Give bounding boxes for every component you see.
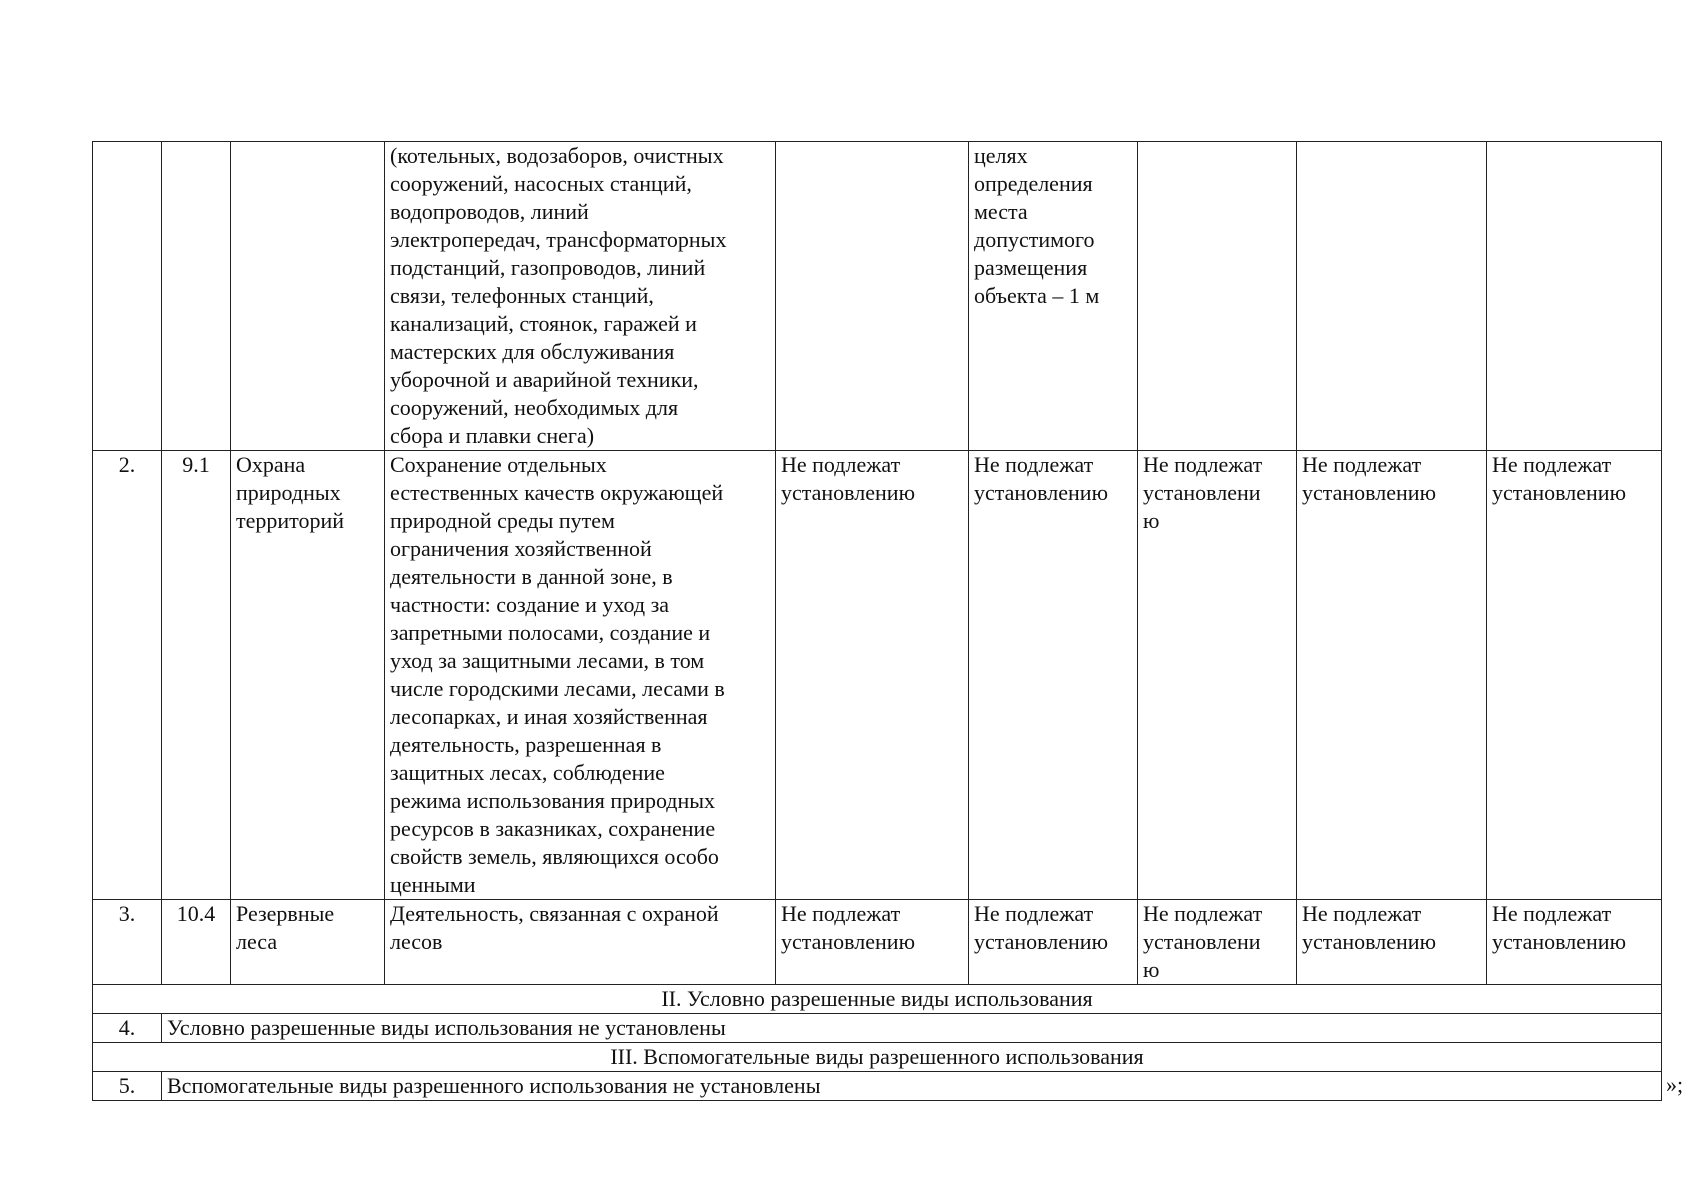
- table-row: [93, 142, 1662, 451]
- row-text: Условно разрешенные виды использования не установлены: [162, 1014, 1662, 1043]
- use-name: Резервные леса: [231, 900, 385, 985]
- section-3-heading: III. Вспомогательные виды разрешенного использования: [93, 1043, 1662, 1072]
- table-row: [93, 1014, 1662, 1043]
- use-description: (котельных, водозаборов, очистных сооружений, насосных станций, водопроводов, линий электропередач, трансформаторных подстанций, газопроводов, линий связи, телефонных станций, канализаций, стоянок, гаражей и мастерских для обслуживания уборочной и аварийной техники, сооружений, необходимых для сбора и плавки снега): [385, 142, 776, 451]
- param-cell: Не подлежат установлению: [1487, 451, 1662, 900]
- zoning-table: [92, 141, 1662, 1101]
- row-text: Вспомогательные виды разрешенного использования не установлены: [162, 1072, 1662, 1101]
- use-code: 9.1: [162, 451, 231, 900]
- param-cell: Не подлежат установлени ю: [1138, 451, 1297, 900]
- param-cell: [1138, 142, 1297, 451]
- param-cell: Не подлежат установлению: [776, 451, 969, 900]
- param-cell: [1487, 142, 1662, 451]
- param-cell: целях определения места допустимого размещения объекта – 1 м: [969, 142, 1138, 451]
- use-name: Охрана природных территорий: [231, 451, 385, 900]
- use-code: [162, 142, 231, 451]
- param-cell: [1297, 142, 1487, 451]
- row-number: 2.: [93, 451, 162, 900]
- table-row: [93, 451, 1662, 900]
- closing-quote-mark: »;: [1666, 1072, 1684, 1097]
- section-2-heading: II. Условно разрешенные виды использования: [93, 985, 1662, 1014]
- section-heading-row: [93, 1043, 1662, 1072]
- use-description: Деятельность, связанная с охраной лесов: [385, 900, 776, 985]
- table-row: [93, 900, 1662, 985]
- param-cell: Не подлежат установлению: [969, 451, 1138, 900]
- section-heading-row: [93, 985, 1662, 1014]
- use-code: 10.4: [162, 900, 231, 985]
- param-cell: Не подлежат установлению: [1297, 900, 1487, 985]
- row-number: 5.: [93, 1072, 162, 1101]
- row-number: 4.: [93, 1014, 162, 1043]
- param-cell: Не подлежат установлению: [776, 900, 969, 985]
- table-row: [93, 1072, 1662, 1101]
- param-cell: Не подлежат установлению: [1297, 451, 1487, 900]
- param-cell: [776, 142, 969, 451]
- param-cell: Не подлежат установлению: [1487, 900, 1662, 985]
- row-number: 3.: [93, 900, 162, 985]
- use-description: Сохранение отдельных естественных качеств окружающей природной среды путем ограничения хозяйственной деятельности в данной зоне, в частности: создание и уход за запретными полосами, создание и уход за защитными лесами, в том числе городскими лесами, лесами в лесопарках, и иная хозяйственная деятельность, разрешенная в защитных лесах, соблюдение режима использования природных ресурсов в заказниках, сохранение свойств земель, являющихся особо ценными: [385, 451, 776, 900]
- row-number: [93, 142, 162, 451]
- param-cell: Не подлежат установлению: [969, 900, 1138, 985]
- param-cell: Не подлежат установлени ю: [1138, 900, 1297, 985]
- use-name: [231, 142, 385, 451]
